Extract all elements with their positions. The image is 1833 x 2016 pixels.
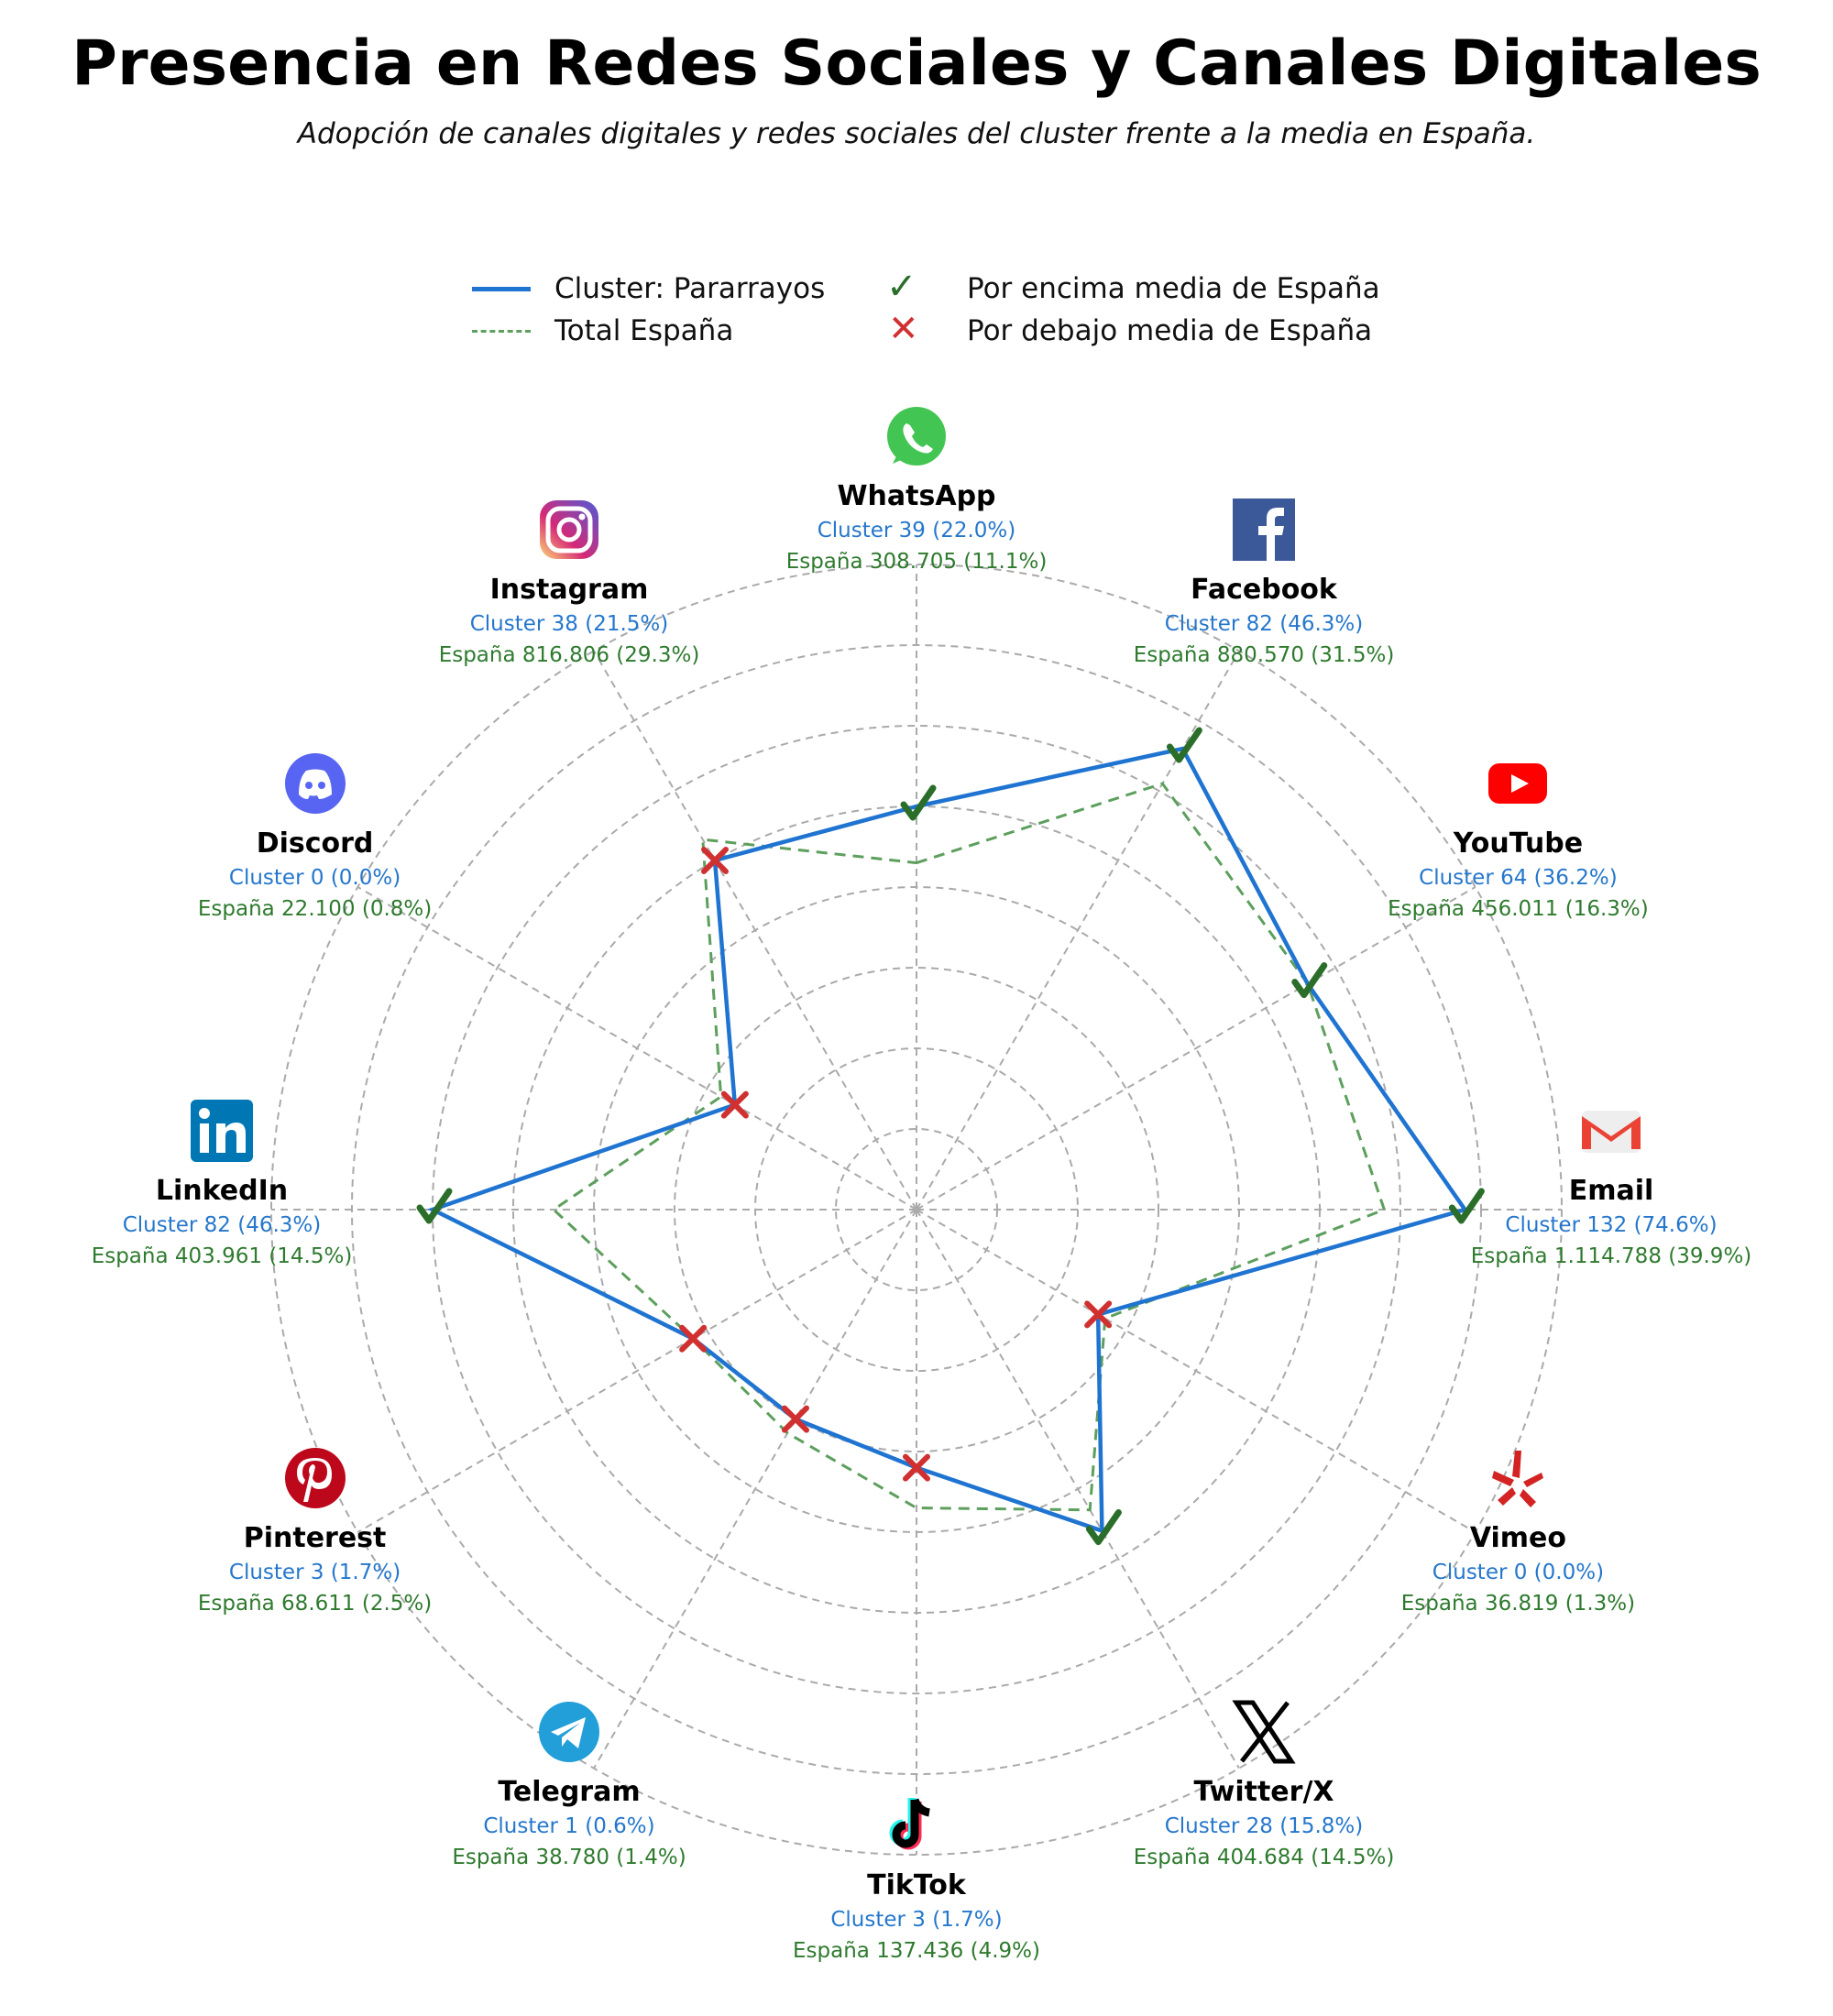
tick-label-discord-es: España 22.100 (0.8%)	[197, 897, 433, 921]
tick-label-whatsapp-cl: Cluster 39 (22.0%)	[817, 519, 1016, 542]
marker-below-telegram	[785, 1408, 807, 1430]
tick-label-whatsapp-es: España 308.705 (11.1%)	[785, 550, 1048, 574]
marker-above-facebook	[1169, 730, 1199, 760]
legend-below-label: Por debajo media de España	[967, 314, 1373, 347]
legend-above-label: Por encima media de España	[967, 272, 1380, 305]
tiktok-icon	[884, 1792, 949, 1858]
tick-label-facebook-name: Facebook	[1191, 573, 1337, 606]
grid-spoke	[916, 1210, 1239, 1769]
tick-label-telegram-cl: Cluster 1 (0.6%)	[483, 1814, 655, 1839]
tick-label-email-cl: Cluster 132 (74.6%)	[1505, 1213, 1718, 1237]
grid-spoke	[357, 887, 916, 1210]
pinterest-icon	[282, 1445, 348, 1511]
tick-label-email-es: España 1.114.788 (39.9%)	[1470, 1244, 1752, 1268]
tick-label-discord-name: Discord	[256, 827, 374, 860]
tick-label-vimeo-name: Vimeo	[1469, 1522, 1567, 1554]
tick-label-tiktok-name: TikTok	[867, 1869, 966, 1901]
series-line-cluster	[433, 749, 1465, 1531]
tick-label-vimeo-es: España 36.819 (1.3%)	[1400, 1592, 1636, 1616]
tick-label-pinterest-cl: Cluster 3 (1.7%)	[228, 1561, 401, 1584]
cross-icon: ✕	[888, 308, 919, 350]
tick-label-instagram-name: Instagram	[489, 573, 649, 606]
category-label-instagram	[377, 572, 762, 671]
tick-label-youtube-es: España 456.011 (16.3%)	[1388, 897, 1649, 921]
discord-icon	[282, 751, 348, 816]
tick-label-vimeo-cl: Cluster 0 (0.0%)	[1432, 1561, 1605, 1584]
tick-label-facebook-es: España 880.570 (31.5%)	[1133, 642, 1395, 667]
category-label-vimeo	[1325, 1520, 1710, 1619]
category-label-tiktok	[724, 1868, 1109, 1967]
category-label-pinterest	[123, 1520, 508, 1619]
telegram-icon	[536, 1699, 602, 1765]
whatsapp-icon	[884, 403, 949, 469]
gmail-icon	[1578, 1098, 1644, 1164]
tick-label-telegram-name: Telegram	[498, 1776, 641, 1809]
tick-label-youtube-name: YouTube	[1453, 827, 1584, 860]
category-label-whatsapp	[724, 478, 1109, 577]
tick-label-whatsapp-name: WhatsApp	[837, 480, 996, 512]
grid-spoke	[916, 651, 1239, 1210]
legend-cluster-label: Cluster: Pararrayos	[554, 272, 826, 305]
youtube-icon	[1485, 751, 1551, 816]
tick-label-pinterest-name: Pinterest	[243, 1522, 387, 1554]
tick-label-facebook-cl: Cluster 82 (46.3%)	[1164, 611, 1364, 636]
marker-below-pinterest	[682, 1328, 704, 1350]
tick-label-twitterx-cl: Cluster 28 (15.8%)	[1164, 1814, 1364, 1839]
yelp-icon	[1485, 1445, 1551, 1511]
tick-label-instagram-es: España 816.806 (29.3%)	[438, 642, 700, 667]
tick-label-email-name: Email	[1568, 1175, 1654, 1207]
legend-spain-label: Total España	[554, 314, 734, 347]
tick-label-instagram-cl: Cluster 38 (21.5%)	[469, 611, 669, 636]
instagram-icon	[536, 497, 602, 563]
tick-label-linkedin-name: LinkedIn	[155, 1175, 289, 1207]
tick-label-twitterx-name: Twitter/X	[1193, 1776, 1334, 1809]
category-label-discord	[123, 826, 508, 925]
tick-label-pinterest-es: España 68.611 (2.5%)	[197, 1592, 433, 1616]
category-label-facebook	[1071, 572, 1456, 671]
tick-label-linkedin-es: España 403.961 (14.5%)	[91, 1244, 353, 1268]
chart-subtitle: Adopción de canales digitales y redes sociales del cluster frente a la media en España.	[297, 117, 1536, 150]
tick-label-youtube-cl: Cluster 64 (36.2%)	[1419, 866, 1618, 890]
category-label-twitterx	[1071, 1774, 1456, 1873]
tick-label-linkedin-cl: Cluster 82 (46.3%)	[122, 1213, 322, 1237]
category-label-email	[1419, 1173, 1804, 1272]
facebook-icon	[1231, 497, 1297, 563]
linkedin-icon	[189, 1098, 255, 1164]
grid-spoke	[357, 1210, 916, 1532]
tick-label-twitterx-es: España 404.684 (14.5%)	[1133, 1846, 1395, 1870]
tick-label-telegram-es: España 38.780 (1.4%)	[452, 1846, 686, 1870]
check-icon: ✓	[886, 266, 917, 308]
grid-spoke	[916, 1210, 1476, 1532]
tick-label-discord-cl: Cluster 0 (0.0%)	[228, 866, 401, 890]
tick-label-tiktok-cl: Cluster 3 (1.7%)	[830, 1908, 1003, 1932]
x-icon	[1231, 1699, 1297, 1765]
chart-title: Presencia en Redes Sociales y Canales Digitales	[71, 27, 1762, 100]
category-label-youtube	[1325, 826, 1710, 925]
tick-label-tiktok-es: España 137.436 (4.9%)	[793, 1939, 1040, 1963]
grid-spoke	[594, 651, 916, 1210]
category-label-linkedin	[29, 1173, 414, 1272]
grid-spoke	[916, 887, 1476, 1210]
category-label-telegram	[377, 1774, 762, 1873]
